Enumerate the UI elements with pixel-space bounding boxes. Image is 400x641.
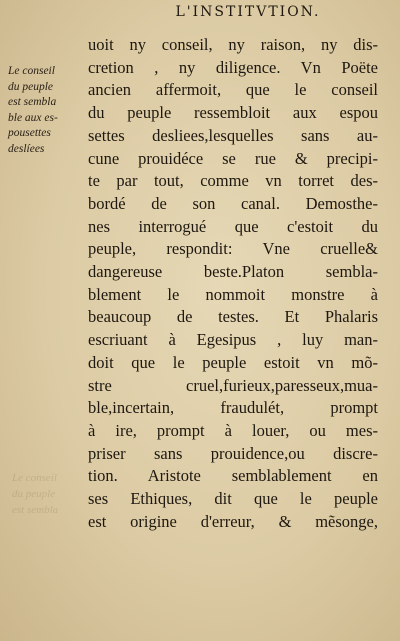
text-line: settes desliees,lesquelles sans au- [88, 125, 378, 145]
main-text-block [88, 34, 378, 533]
text-line: te par tout, comme vn torret des- [88, 171, 378, 191]
show-through-text [12, 470, 82, 518]
marginal-note-line: est sembla [8, 96, 57, 109]
text-line: cune prouidéce se rue & precipi- [88, 148, 378, 168]
running-head: L'INSTITVTION. [175, 4, 321, 20]
text-line: ble,incertain, fraudulét, prompt [88, 398, 378, 418]
text-line: cretion , ny diligence. Vn Poëte [88, 57, 378, 77]
show-through-line: Le conseil [12, 472, 57, 484]
marginal-note [8, 64, 86, 158]
text-line: nes interrogué que c'estoit du [88, 216, 378, 236]
text-line: bordé de son canal. Demosthe- [88, 193, 378, 213]
text-line: ses Ethiques, dit que le peuple [88, 489, 378, 509]
show-through-line: du peuple [12, 488, 56, 500]
marginal-note-line: Le conseil [8, 65, 55, 77]
text-line: stre cruel,furieux,paresseux,mua- [88, 375, 378, 395]
show-through-line: est sembla [12, 504, 59, 516]
marginal-note-line: du peuple [8, 80, 54, 93]
text-line: doit que le peuple estoit vn mõ- [88, 352, 378, 372]
text-line: blement le nommoit monstre à [88, 284, 378, 304]
text-line: dangereuse beste.Platon sembla- [88, 262, 378, 282]
text-line: uoit ny conseil, ny raison, ny dis- [88, 35, 378, 54]
marginal-note-line: deslíees [8, 142, 45, 155]
text-line: est origine d'erreur, & mẽsonge, [88, 511, 378, 531]
text-line: beaucoup de testes. Et Phalaris [88, 307, 378, 327]
text-line: priser sans prouidence,ou discre- [88, 443, 378, 463]
marginal-note-line: ble aux es- [8, 111, 58, 124]
text-line: tion. Aristote semblablement en [88, 466, 378, 486]
marginal-note-line: pousettes [8, 127, 51, 140]
text-line: à ire, prompt à louer, ou mes- [88, 420, 378, 440]
text-line: du peuple ressembloit aux espou [88, 103, 378, 123]
text-line: peuple, respondit: Vne cruelle& [88, 239, 378, 259]
text-line: ancien affermoit, que le conseil [88, 80, 378, 100]
text-line: escriuant à Egesipus , luy man- [88, 330, 378, 350]
